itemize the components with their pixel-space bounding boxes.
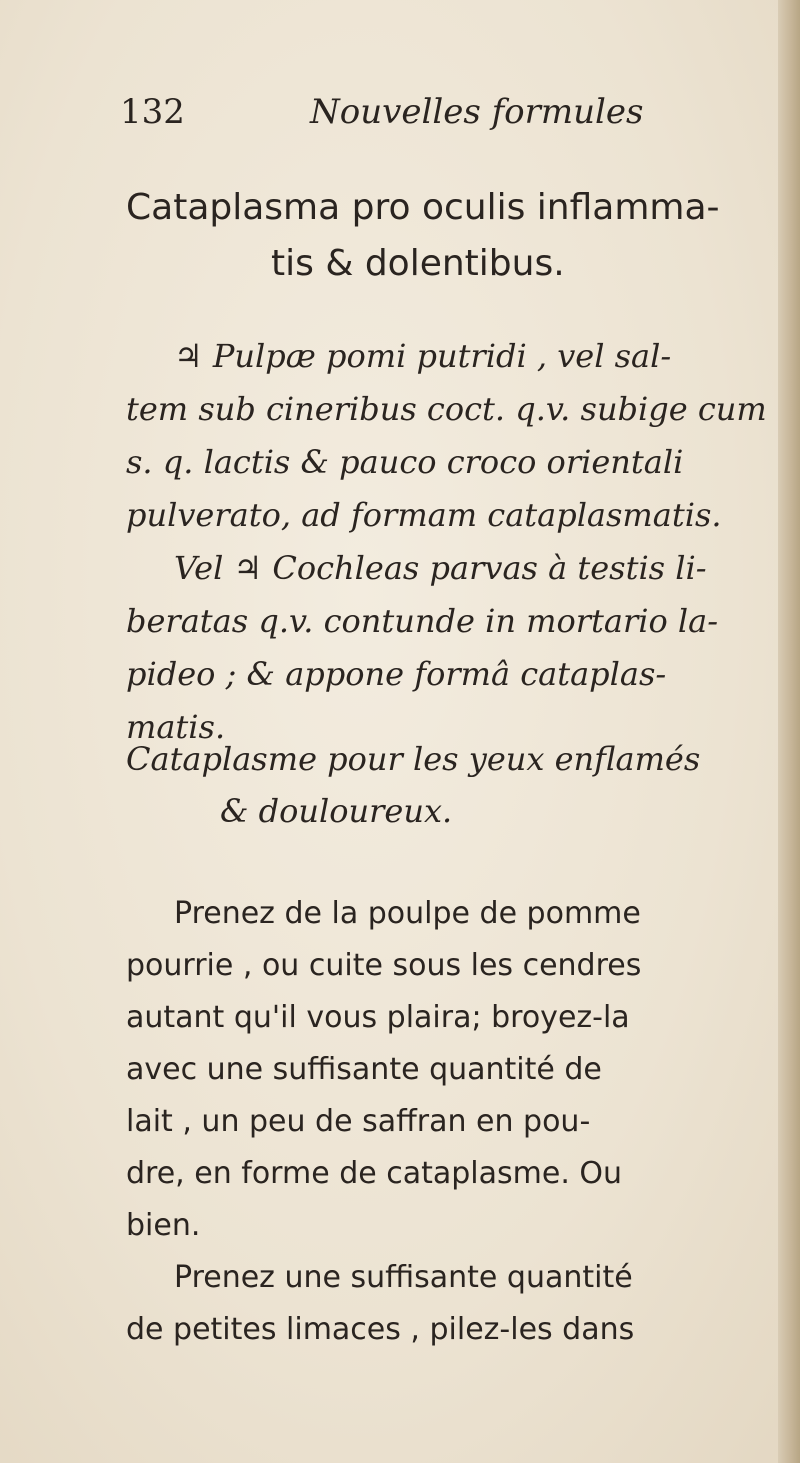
running-title: Nouvelles formules xyxy=(310,92,644,132)
latin-recipe-text xyxy=(126,330,766,754)
french-recipe-line: autant qu'il vous plaira; broyez-la xyxy=(126,1000,630,1035)
french-recipe-title xyxy=(126,733,766,837)
latin-recipe-line: tem sub cineribus coct. q.v. subige cum xyxy=(126,390,767,428)
french-recipe-text xyxy=(126,888,766,1356)
latin-recipe-line: matis. xyxy=(126,708,226,746)
french-recipe-line: lait , un peu de saffran en pou- xyxy=(126,1104,591,1139)
french-title-line: & douloureux. xyxy=(220,792,453,830)
latin-recipe-line: pulverato, ad formam cataplasmatis. xyxy=(126,496,722,534)
page-edge-shadow xyxy=(778,0,800,1463)
french-recipe-line: bien. xyxy=(126,1208,201,1243)
french-recipe-line: de petites limaces , pilez-les dans xyxy=(126,1312,635,1347)
latin-recipe-line: ♃ Pulpæ pomi putridi , vel sal- xyxy=(174,337,672,375)
latin-recipe-line: s. q. lactis & pauco croco orientali xyxy=(126,443,684,481)
french-recipe-line: avec une suffisante quantité de xyxy=(126,1052,602,1087)
french-title-line: Cataplasme pour les yeux enflamés xyxy=(126,740,701,778)
french-recipe-line: pourrie , ou cuite sous les cendres xyxy=(126,948,642,983)
latin-recipe-line: pideo ; & appone formâ cataplas- xyxy=(126,655,667,693)
latin-title-line: tis & dolentibus. xyxy=(271,243,565,284)
latin-recipe-line: Vel ♃ Cochleas parvas à testis li- xyxy=(174,549,707,587)
latin-recipe-title xyxy=(126,180,766,292)
french-recipe-line: Prenez de la poulpe de pomme xyxy=(174,896,641,931)
page-number: 132 xyxy=(120,92,185,132)
latin-title-line: Cataplasma pro oculis inflamma- xyxy=(126,187,720,228)
page-header xyxy=(120,92,680,142)
french-recipe-line: dre, en forme de cataplasme. Ou xyxy=(126,1156,623,1191)
french-recipe-line: Prenez une suffisante quantité xyxy=(174,1260,633,1295)
latin-recipe-line: beratas q.v. contunde in mortario la- xyxy=(126,602,719,640)
